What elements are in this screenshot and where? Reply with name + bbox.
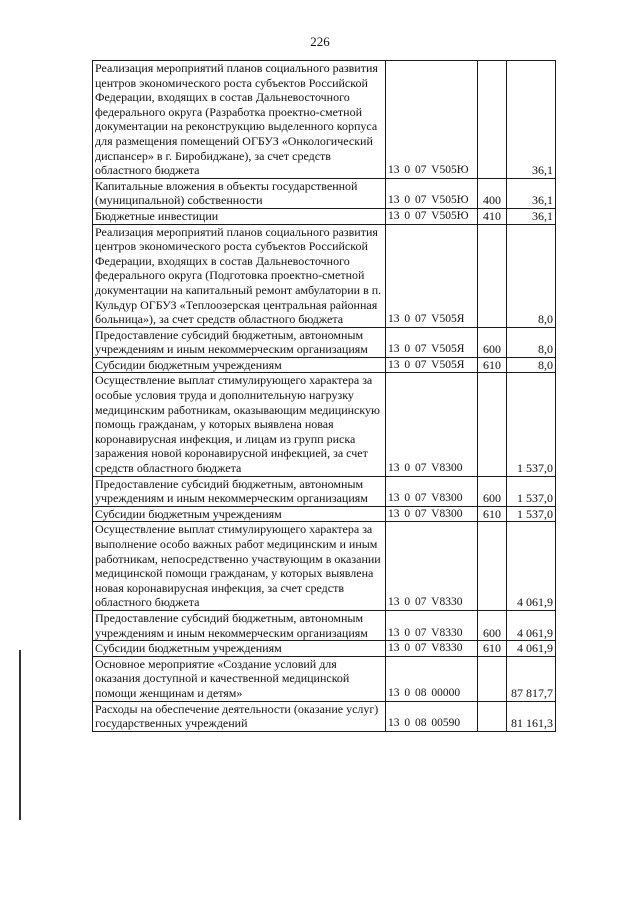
row-target-code: 13 0 07 V505Ю: [386, 61, 478, 179]
row-expense-type: [478, 224, 507, 327]
row-target-code: 13 0 07 V8300: [386, 373, 478, 476]
table-row: [93, 656, 556, 701]
row-target-code: 13 0 08 00590: [386, 701, 478, 731]
row-expense-type: [478, 522, 507, 611]
scan-edge-mark: [19, 650, 21, 820]
table-row: [93, 61, 556, 179]
row-name: Бюджетные инвестиции: [93, 208, 386, 224]
row-target-code: 13 0 07 V505Я: [386, 224, 478, 327]
row-expense-type: [478, 61, 507, 179]
table-row: [93, 610, 556, 640]
row-amount: 4 061,9: [507, 641, 556, 657]
row-name: Предоставление субсидий бюджетным, автономным учреждениям и иным некоммерческим организациям: [93, 610, 386, 640]
table-row: [93, 327, 556, 357]
row-target-code: 13 0 07 V8330: [386, 522, 478, 611]
row-name: Субсидии бюджетным учреждениям: [93, 506, 386, 522]
table-row: [93, 357, 556, 373]
row-name: Капитальные вложения в объекты государственной (муниципальной) собственности: [93, 178, 386, 208]
row-expense-type: 610: [478, 506, 507, 522]
row-name: Предоставление субсидий бюджетным, автономным учреждениям и иным некоммерческим организациям: [93, 327, 386, 357]
row-name: Субсидии бюджетным учреждениям: [93, 641, 386, 657]
row-amount: 8,0: [507, 327, 556, 357]
row-amount: 1 537,0: [507, 506, 556, 522]
row-target-code: 13 0 07 V8300: [386, 506, 478, 522]
table-row: [93, 522, 556, 611]
table-row: [93, 476, 556, 506]
table-row: [93, 641, 556, 657]
row-target-code: 13 0 07 V8330: [386, 641, 478, 657]
row-name: Реализация мероприятий планов социального развития центров экономического роста субъектов Российской Федерации, входящих в состав Дальневосточного федерального округа (Подготовка проектно-сметной документации на капитальный ремонт амбулатории в п. Кульдур ОГБУЗ «Теплоозерская центральная районная больница»), за счет средств областного бюджета: [93, 224, 386, 327]
table-row: [93, 224, 556, 327]
row-target-code: 13 0 07 V505Ю: [386, 208, 478, 224]
row-name: Предоставление субсидий бюджетным, автономным учреждениям и иным некоммерческим организациям: [93, 476, 386, 506]
row-expense-type: 600: [478, 327, 507, 357]
row-amount: 36,1: [507, 208, 556, 224]
row-amount: 8,0: [507, 357, 556, 373]
row-amount: 1 537,0: [507, 373, 556, 476]
row-target-code: 13 0 08 00000: [386, 656, 478, 701]
row-expense-type: 610: [478, 641, 507, 657]
page-number: 226: [310, 34, 330, 49]
row-expense-type: [478, 701, 507, 731]
row-name: Субсидии бюджетным учреждениям: [93, 357, 386, 373]
row-amount: 4 061,9: [507, 610, 556, 640]
row-amount: 87 817,7: [507, 656, 556, 701]
row-expense-type: 600: [478, 476, 507, 506]
table-row: [93, 701, 556, 731]
row-name: Расходы на обеспечение деятельности (оказание услуг) государственных учреждений: [93, 701, 386, 731]
row-amount: 4 061,9: [507, 522, 556, 611]
budget-table: [92, 60, 556, 732]
table-row: [93, 178, 556, 208]
row-target-code: 13 0 07 V8300: [386, 476, 478, 506]
table-row: [93, 506, 556, 522]
row-amount: 81 161,3: [507, 701, 556, 731]
row-name: Осуществление выплат стимулирующего характера за выполнение особо важных работ медицинским и иным работникам, непосредственно участвующим в оказании медицинской помощи гражданам, у которых выявлена новая коронавирусная инфекция, за счет средств областного бюджета: [93, 522, 386, 611]
row-target-code: 13 0 07 V8330: [386, 610, 478, 640]
row-amount: 8,0: [507, 224, 556, 327]
row-target-code: 13 0 07 V505Ю: [386, 178, 478, 208]
row-expense-type: 610: [478, 357, 507, 373]
row-expense-type: [478, 656, 507, 701]
row-amount: 36,1: [507, 178, 556, 208]
row-expense-type: 410: [478, 208, 507, 224]
table-row: [93, 208, 556, 224]
row-name: Осуществление выплат стимулирующего характера за особые условия труда и дополнительную нагрузку медицинским работникам, оказывающим медицинскую помощь гражданам, у которых выявлена новая коронавирусная инфекция, и лицам из групп риска заражения новой коронавирусной инфекцией, за счет средств областного бюджета: [93, 373, 386, 476]
row-expense-type: 400: [478, 178, 507, 208]
row-amount: 36,1: [507, 61, 556, 179]
row-expense-type: 600: [478, 610, 507, 640]
row-expense-type: [478, 373, 507, 476]
row-target-code: 13 0 07 V505Я: [386, 327, 478, 357]
row-name: Реализация мероприятий планов социального развития центров экономического роста субъектов Российской Федерации, входящих в состав Дальневосточного федерального округа (Разработка проектно-сметной документации на реконструкцию выделенного корпуса для размещения помещений ОГБУЗ «Онкологический диспансер» в г. Биробиджане), за счет средств областного бюджета: [93, 61, 386, 179]
row-amount: 1 537,0: [507, 476, 556, 506]
row-target-code: 13 0 07 V505Я: [386, 357, 478, 373]
table-row: [93, 373, 556, 476]
row-name: Основное мероприятие «Создание условий для оказания доступной и качественной медицинской помощи женщинам и детям»: [93, 656, 386, 701]
